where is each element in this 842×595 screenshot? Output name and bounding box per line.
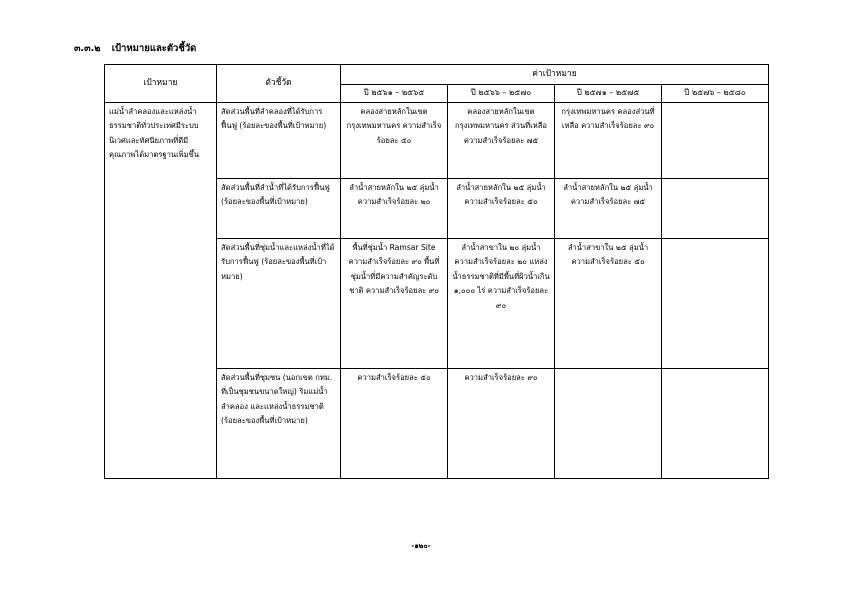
section-number: ๓.๓.๒ <box>74 43 101 54</box>
target-cell: คลองสายหลักในเขตกรุงเทพมหานคร ความสำเร็จร้อยละ ๕๐ <box>341 102 448 178</box>
target-cell: พื้นที่ชุ่มน้ำ Ramsar Site ความสำเร็จร้อยละ ๙๐ พื้นที่ชุ่มน้ำที่มีความสำคัญระดับชาติ ความสำเร็จร้อยละ ๙๐ <box>341 238 448 368</box>
indicator-cell: สัดส่วนพื้นที่ชุ่มน้ำและแหล่งน้ำที่ได้รับการฟื้นฟู (ร้อยละของพื้นที่เป้าหมาย) <box>217 238 341 368</box>
goals-indicators-table <box>104 64 769 479</box>
target-cell <box>662 178 769 238</box>
target-cell <box>662 368 769 478</box>
header-period-1: ปี ๒๕๖๑ – ๒๕๖๕ <box>341 84 448 102</box>
target-cell <box>662 102 769 178</box>
target-cell <box>662 238 769 368</box>
target-cell: ลำน้ำสายหลักใน ๒๕ ลุ่มน้ำ ความสำเร็จร้อยละ ๕๐ <box>448 178 555 238</box>
header-indicator: ตัวชี้วัด <box>217 65 341 103</box>
target-cell <box>555 368 662 478</box>
target-cell: ลำน้ำสายหลักใน ๒๕ ลุ่มน้ำ ความสำเร็จร้อยละ ๒๐ <box>341 178 448 238</box>
table-row <box>105 102 769 178</box>
header-period-3: ปี ๒๕๗๑ – ๒๕๗๕ <box>555 84 662 102</box>
target-cell: ความสำเร็จร้อยละ ๙๐ <box>448 368 555 478</box>
target-cell: ลำน้ำสาขาใน ๒๕ ลุ่มน้ำ ความสำเร็จร้อยละ ๕๐ <box>555 238 662 368</box>
page-number: -๑๒๐- <box>411 542 431 550</box>
indicator-cell: สัดส่วนพื้นที่ชุมชน (นอกเขต กทม. ที่เป็นชุมชนขนาดใหญ่) ริมแม่น้ำลำคลอง และแหล่งน้ำธรรมชาติ (ร้อยละของพื้นที่เป้าหมาย) <box>217 368 341 478</box>
goal-cell: แม่น้ำลำคลองและแหล่งน้ำธรรมชาติทั่วประเทศมีระบบนิเวศและทัศนียภาพที่ดีมีคุณภาพได้มาตรฐานเพิ่มขึ้น <box>105 102 217 478</box>
header-target: ค่าเป้าหมาย <box>341 65 769 85</box>
target-cell: ลำน้ำสายหลักใน ๒๕ ลุ่มน้ำ ความสำเร็จร้อยละ ๗๕ <box>555 178 662 238</box>
indicator-cell: สัดส่วนพื้นที่ลำคลองที่ได้รับการฟื้นฟู (ร้อยละของพื้นที่เป้าหมาย) <box>217 102 341 178</box>
header-period-4: ปี ๒๕๗๖ – ๒๕๘๐ <box>662 84 769 102</box>
target-cell: คลองสายหลักในเขตกรุงเทพมหานคร ส่วนที่เหลือ ความสำเร็จร้อยละ ๗๕ <box>448 102 555 178</box>
indicator-cell: สัดส่วนพื้นที่ลำน้ำที่ได้รับการฟื้นฟู (ร้อยละของพื้นที่เป้าหมาย) <box>217 178 341 238</box>
header-goal: เป้าหมาย <box>105 65 217 103</box>
target-cell: ลำน้ำสาขาใน ๒๐ ลุ่มน้ำ ความสำเร็จร้อยละ ๒๐ แหล่งน้ำธรรมชาติที่มีพื้นที่ผิวน้ำเกิน ๑,๐๐๐ ไร่ ความสำเร็จร้อยละ ๙๐ <box>448 238 555 368</box>
header-period-2: ปี ๒๕๖๖ – ๒๕๗๐ <box>448 84 555 102</box>
section-title: เป้าหมายและตัวชี้วัด <box>111 43 197 54</box>
target-cell: ความสำเร็จร้อยละ ๕๐ <box>341 368 448 478</box>
target-cell: กรุงเทพมหานคร คลองส่วนที่เหลือ ความสำเร็จร้อยละ ๙๐ <box>555 102 662 178</box>
section-heading <box>74 41 196 56</box>
